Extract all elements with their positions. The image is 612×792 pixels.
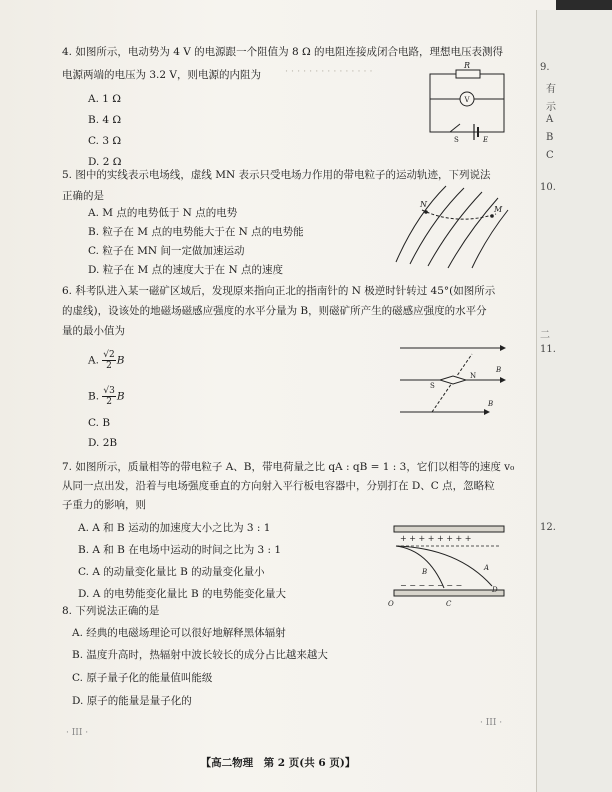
q5-field-line bbox=[472, 210, 508, 268]
q7-label-b: B bbox=[422, 568, 428, 576]
q4-resistor bbox=[456, 70, 480, 78]
q7-top-plate bbox=[394, 526, 504, 532]
q6-option-a-denominator: 2 bbox=[106, 361, 112, 371]
q6-option-a-var: B bbox=[116, 354, 125, 367]
q5-point-n bbox=[424, 210, 428, 214]
q6-stem-line1: 6. 科考队进入某一磁矿区域后，发现原来指向正北的指南针的 N 极逆时针转过 45°(如图所示 bbox=[62, 285, 496, 297]
q8-option-c: C. 原子量子化的能量值叫能级 bbox=[72, 672, 213, 684]
q4-label-e: E bbox=[483, 136, 489, 144]
q6-compass-diagram bbox=[400, 340, 510, 420]
q7-option-c: C. A 的动量变化量比 B 的动量变化量小 bbox=[78, 566, 265, 578]
q7-stem-line1: 7. 如图所示，质量相等的带电粒子 A、B，带电荷量之比 qA : qB = 1 : 3，它们以相等的速度 v₀ bbox=[62, 461, 515, 473]
q7-option-a: A. A 和 B 运动的加速度大小之比为 3 : 1 bbox=[78, 522, 271, 534]
q4-label-s: S bbox=[454, 136, 459, 144]
q8-stem: 8. 下列说法正确的是 bbox=[62, 605, 160, 617]
corner-mark-right: · III · bbox=[480, 718, 503, 728]
q5-field-line bbox=[448, 198, 498, 268]
next-page-fragment: 10. bbox=[540, 182, 556, 193]
q6-label-s: S bbox=[430, 382, 435, 390]
q6-option-a-numerator: √2 bbox=[103, 350, 115, 360]
q4-stem-line2: 电源两端的电压为 3.2 V，则电源的内阻为 bbox=[62, 69, 261, 81]
exam-page-next-edge bbox=[536, 10, 612, 792]
q5-field-line bbox=[396, 186, 446, 262]
q6-label-b1: B bbox=[496, 366, 502, 374]
next-page-fragment: 示 bbox=[546, 102, 556, 113]
q7-capacitor-diagram bbox=[388, 526, 518, 606]
q4-label-r: R bbox=[464, 61, 471, 70]
q7-label-c: C bbox=[446, 600, 452, 608]
q7-label-d: D bbox=[492, 586, 498, 594]
q6-stem-line2: 的虚线)，设该处的地磁场磁感应强度的水平分量为 B，则磁矿所产生的磁感应强度的水平分 bbox=[62, 305, 487, 317]
q6-option-d: D. 2B bbox=[88, 437, 118, 449]
next-page-fragment: A bbox=[546, 114, 554, 125]
q6-compass-needle bbox=[440, 376, 466, 384]
q7-bottom-plate bbox=[394, 590, 504, 596]
q5-stem-line2: 正确的是 bbox=[62, 190, 104, 202]
page-footer: 【高二物理 第 2 页(共 6 页)】 bbox=[200, 757, 356, 769]
bleed-through-text: · · · · · · · · · · · · · · · bbox=[285, 66, 373, 77]
q6-option-a bbox=[88, 350, 124, 371]
q5-label-m: M bbox=[494, 205, 503, 214]
q4-circuit-diagram bbox=[428, 61, 508, 144]
next-page-fragment: 9. bbox=[540, 62, 550, 73]
q5-trajectory bbox=[422, 210, 496, 219]
q6-option-b-denominator: 2 bbox=[106, 397, 112, 407]
q5-point-m bbox=[490, 214, 494, 218]
next-page-fragment: 11. bbox=[540, 344, 556, 355]
q5-option-c: C. 粒子在 MN 间一定做加速运动 bbox=[88, 245, 245, 257]
q6-option-a-label: A. bbox=[88, 354, 99, 367]
q6-option-b-numerator: √3 bbox=[103, 386, 115, 396]
q5-option-d: D. 粒子在 M 点的速度大于在 N 点的速度 bbox=[88, 264, 284, 276]
q7-label-o: O bbox=[388, 600, 394, 608]
q4-option-d: D. 2 Ω bbox=[88, 156, 122, 168]
q6-option-b-label: B. bbox=[88, 390, 100, 403]
next-page-fragment: C bbox=[546, 150, 554, 161]
q8-option-a: A. 经典的电磁场理论可以很好地解释黑体辐射 bbox=[72, 627, 286, 639]
q7-option-b: B. A 和 B 在电场中运动的时间之比为 3 : 1 bbox=[78, 544, 282, 556]
q6-option-b-var: B bbox=[116, 390, 125, 403]
q4-option-c: C. 3 Ω bbox=[88, 135, 122, 147]
next-page-fragment: 12. bbox=[540, 522, 556, 533]
q5-field-line bbox=[428, 192, 482, 266]
q8-option-b: B. 温度升高时，热辐射中波长较长的成分占比越来越大 bbox=[72, 649, 328, 661]
next-page-fragment: 有 bbox=[546, 84, 556, 95]
q6-stem-line3: 量的最小值为 bbox=[62, 325, 125, 337]
q4-switch bbox=[450, 124, 460, 132]
q5-option-b: B. 粒子在 M 点的电势能大于在 N 点的电势能 bbox=[88, 226, 304, 238]
q5-field-line bbox=[410, 188, 464, 264]
svg-text:− − − − − − −: − − − − − − − bbox=[400, 581, 463, 590]
q5-field-lines-diagram bbox=[396, 186, 506, 266]
q8-option-d: D. 原子的能量是量子化的 bbox=[72, 695, 192, 707]
q7-stem-line2: 从同一点出发，沿着与电场强度垂直的方向射入平行板电容器中，分别打在 D、C 点，忽略粒 bbox=[62, 480, 495, 492]
q7-label-a: A bbox=[484, 564, 490, 572]
q4-option-a: A. 1 Ω bbox=[88, 93, 121, 105]
q6-option-c: C. B bbox=[88, 417, 111, 429]
next-page-fragment: B bbox=[546, 132, 554, 143]
q6-option-b-fraction bbox=[102, 386, 115, 407]
q7-trajectory-a bbox=[396, 546, 492, 586]
q7-stem-line3: 子重力的影响，则 bbox=[62, 499, 146, 511]
q6-option-b bbox=[88, 386, 125, 407]
q6-label-n: N bbox=[470, 372, 477, 380]
svg-text:+ + + + + + + +: + + + + + + + + bbox=[400, 534, 472, 543]
q6-option-a-fraction bbox=[102, 350, 115, 371]
q6-label-b2: B bbox=[488, 400, 494, 408]
q5-stem-line1: 5. 图中的实线表示电场线，虚线 MN 表示只受电场力作用的带电粒子的运动轨迹，下列说法 bbox=[62, 169, 491, 181]
q7-option-d: D. A 的电势能变化量比 B 的电势能变化量大 bbox=[78, 588, 287, 600]
next-page-fragment: 二 bbox=[540, 330, 550, 341]
q5-option-a: A. M 点的电势低于 N 点的电势 bbox=[88, 207, 238, 219]
q5-label-n: N bbox=[420, 200, 427, 209]
q4-stem-line1: 4. 如图所示，电动势为 4 V 的电源跟一个阻值为 8 Ω 的电阻连接成闭合电路，理想电压表测得 bbox=[62, 46, 504, 58]
q4-label-v: V bbox=[464, 96, 470, 104]
corner-mark-left: · III · bbox=[66, 728, 89, 738]
q4-option-b: B. 4 Ω bbox=[88, 114, 122, 126]
